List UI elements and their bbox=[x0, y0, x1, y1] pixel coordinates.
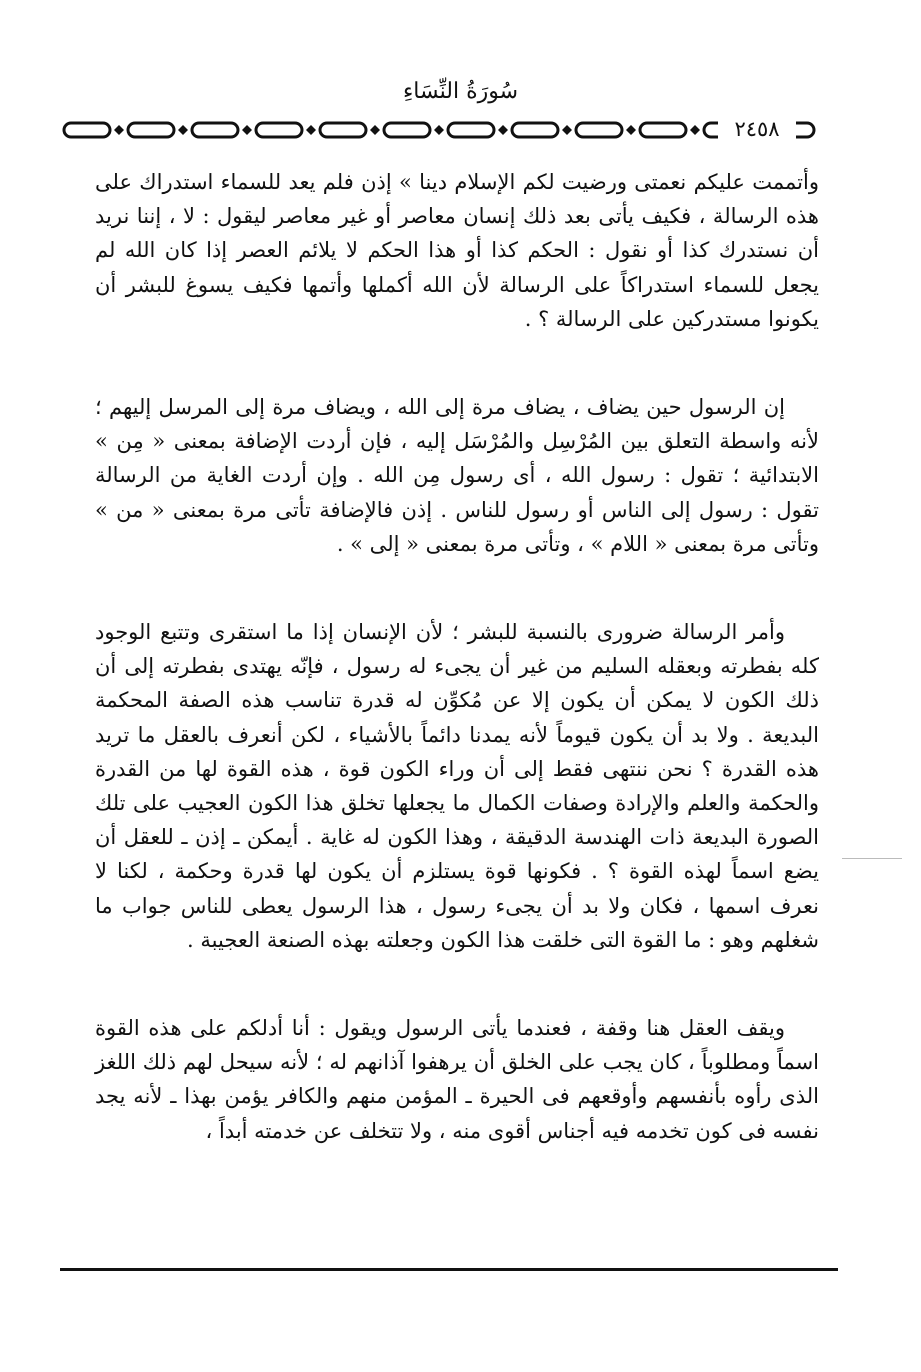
paragraph: ويقف العقل هنا وقفة ، فعندما يأتى الرسول ويقول : أنا أدلكم على هذه القوة اسماً ومطلوباً ، كان يجب على الخلق أن يرهفوا آذانهم له ؛ لأنه سيحل لهم ذلك اللغز الذى رأوه بأنفسهم وأوقعهم فى الحيرة ـ المؤمن منهم والكافر يؤمن بهذا ـ لأنه يجد نفسه فى كون تخدمه فيه أجناس أقوى منه ، ولا تتخلف عن خدمته أبداً ، bbox=[95, 1016, 819, 1143]
margin-mark bbox=[842, 858, 902, 859]
paragraph: وأمر الرسالة ضرورى بالنسبة للبشر ؛ لأن الإنسان إذا ما استقرى وتتبع الوجود كله بفطرته وبعقله السليم من غير أن يجىء له رسول ، فإنّه يهتدى بفطرته إلى أن ذلك الكون لا يمكن أن يكون إلا عن مُكوِّن له قدرة تناسب هذه الصفة المحكمة البديعة . ولا بد أن يكون قيوماً لأنه يمدنا دائماً بالأشياء ، لكن أنعرف بالعقل ما تريد هذه القدرة ؟ نحن ننتهى فقط إلى أن وراء الكون قوة ، هذه القوة لها من القدرة والحكمة والعلم والإرادة وصفات الكمال ما يجعلها تخلق هذا الكون العجيب على تلك الصورة البديعة ذات الهندسة الدقيقة ، وهذا الكون له غاية . أيمكن ـ إذن ـ للعقل أن يضع اسماً لهذه القوة ؟ . فكونها قوة يستلزم أن يكون لها قدرة وحكمة ، لكنا لا نعرف اسمها ، فكان ولا بد أن يجىء رسول ، هذا الرسول يعطى للناس جواب ما شغلهم وهو : ما القوة التى خلقت هذا الكون وجعلته بهذه الصنعة العجيبة . bbox=[95, 620, 819, 952]
bottom-rule bbox=[60, 1268, 838, 1271]
page-body bbox=[95, 165, 819, 1148]
surah-title: سُورَةُ النِّسَاءِ bbox=[402, 79, 519, 104]
paragraph: إن الرسول حين يضاف ، يضاف مرة إلى الله ، ويضاف مرة إلى المرسل إليهم ؛ لأنه واسطة التعلق بين المُرْسِل والمُرْسَل إليه ، فإن أردت الإضافة بمعنى « مِن » الابتدائية ؛ تقول : رسول الله ، أى رسول مِن الله . وإن أردت الغاية من الرسالة تقول : رسول إلى الناس أو رسول للناس . إذن فالإضافة تأتى مرة بمعنى « من » وتأتى مرة بمعنى « اللام » ، وتأتى مرة بمعنى « إلى » . bbox=[95, 395, 819, 556]
paragraph: وأتممت عليكم نعمتى ورضيت لكم الإسلام دينا » إذن فلم يعد للسماء استدراك على هذه الرسالة ، فكيف يأتى بعد ذلك إنسان معاصر أو غير معاصر ليقول : لا ، إننا نريد أن نستدرك كذا أو نقول : الحكم كذا أو هذا الحكم لا يلائم العصر إذا كان الله لم يجعل للسماء استدراكاً على الرسالة لأن الله أكملها وأتمها فكيف يسوغ للبشر أن يكونوا مستدركين على الرسالة ؟ . bbox=[95, 170, 819, 331]
ornamental-border-icon bbox=[58, 118, 828, 142]
page-number: ٢٤٥٨ bbox=[718, 116, 796, 142]
